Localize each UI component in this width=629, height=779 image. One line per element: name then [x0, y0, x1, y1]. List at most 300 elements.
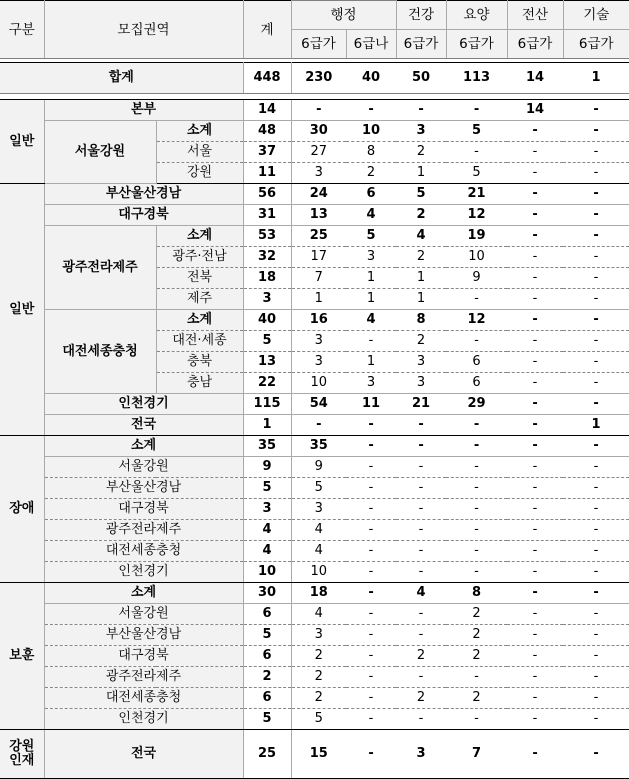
cell: -: [563, 121, 629, 142]
row-label: 전북: [156, 268, 243, 289]
cell: -: [507, 436, 563, 457]
cell: -: [507, 289, 563, 310]
cell: 2: [291, 688, 346, 709]
cell: -: [563, 499, 629, 520]
cell: -: [446, 541, 507, 562]
row-label: 대전·세종: [156, 331, 243, 352]
cell: -: [507, 331, 563, 352]
cell: -: [563, 688, 629, 709]
cell: 19: [446, 226, 507, 247]
cell: 1: [346, 352, 396, 373]
cell: -: [446, 100, 507, 121]
cell: -: [563, 373, 629, 394]
row-label: 인천경기: [44, 562, 243, 583]
cell: -: [346, 604, 396, 625]
row-label: 광주전라제주: [44, 667, 243, 688]
table-row: [0, 499, 629, 520]
cell: 3: [243, 499, 291, 520]
cell: -: [507, 625, 563, 646]
cell: -: [446, 415, 507, 436]
row-label: 서울: [156, 142, 243, 163]
row-label: 부산울산경남: [44, 478, 243, 499]
cell: 1: [396, 268, 446, 289]
cell: 4: [243, 541, 291, 562]
cell: 35: [243, 436, 291, 457]
cell: -: [563, 730, 629, 779]
table-row: [0, 562, 629, 583]
cell: 21: [446, 184, 507, 205]
row-label: 제주: [156, 289, 243, 310]
cell: 3: [396, 730, 446, 779]
row-label: 강원: [156, 163, 243, 184]
cell: -: [346, 457, 396, 478]
total-row: [0, 63, 629, 94]
cell: -: [563, 604, 629, 625]
table-row: [0, 520, 629, 541]
cell: 3: [291, 331, 346, 352]
cell: 35: [291, 436, 346, 457]
cell: 1: [243, 415, 291, 436]
row-label: 충북: [156, 352, 243, 373]
subgroup-gwangju: 광주전라제주: [44, 226, 156, 310]
header-group-yoyang: 요양: [446, 1, 507, 30]
cell: 4: [291, 541, 346, 562]
row-label: 전국: [44, 415, 243, 436]
row-label: 소계: [156, 310, 243, 331]
cell: 2: [291, 646, 346, 667]
cell: -: [346, 667, 396, 688]
cell: -: [563, 163, 629, 184]
cell: -: [507, 604, 563, 625]
table-row: [0, 457, 629, 478]
cell: -: [507, 163, 563, 184]
cell: 2: [346, 163, 396, 184]
cell: 21: [396, 394, 446, 415]
cell: 40: [243, 310, 291, 331]
cell: 2: [446, 646, 507, 667]
cell: 10: [243, 562, 291, 583]
cell: -: [563, 667, 629, 688]
cell: 27: [291, 142, 346, 163]
cell: 1: [396, 163, 446, 184]
cell: -: [446, 289, 507, 310]
cell: -: [396, 520, 446, 541]
cell: -: [507, 667, 563, 688]
cell: 4: [291, 604, 346, 625]
cell: -: [507, 709, 563, 730]
header-group-haengjeong: 행정: [291, 1, 396, 30]
table-row: [0, 625, 629, 646]
cell: -: [507, 520, 563, 541]
table-row: [0, 415, 629, 436]
cell: -: [346, 478, 396, 499]
table-row: [0, 667, 629, 688]
cell: -: [507, 730, 563, 779]
cell: 3: [346, 373, 396, 394]
cell: 30: [291, 121, 346, 142]
cell: -: [507, 142, 563, 163]
cell: -: [563, 394, 629, 415]
cell: 1: [396, 289, 446, 310]
cell: -: [507, 310, 563, 331]
cell: -: [507, 184, 563, 205]
cell: 4: [346, 310, 396, 331]
table-row: [0, 121, 629, 142]
cell: -: [563, 709, 629, 730]
cell: 14: [507, 100, 563, 121]
cell: 3: [291, 499, 346, 520]
table-row: [0, 583, 629, 604]
cell: 3: [396, 373, 446, 394]
cell: 18: [291, 583, 346, 604]
table-row: [0, 730, 629, 779]
cell: -: [563, 352, 629, 373]
table-row: [0, 226, 629, 247]
cell: -: [346, 646, 396, 667]
cell: 9: [446, 268, 507, 289]
cell: 40: [346, 63, 396, 94]
section-gangwon: 강원 인재: [0, 730, 44, 779]
cell: 3: [291, 625, 346, 646]
cell: 3: [396, 352, 446, 373]
cell: 13: [291, 205, 346, 226]
header-sub: 6급나: [346, 30, 396, 59]
cell: 54: [291, 394, 346, 415]
cell: 8: [446, 583, 507, 604]
table-row: [0, 541, 629, 562]
cell: -: [346, 415, 396, 436]
cell: 5: [446, 163, 507, 184]
cell: -: [446, 562, 507, 583]
cell: -: [396, 541, 446, 562]
row-label: 부산울산경남: [44, 625, 243, 646]
cell: 16: [291, 310, 346, 331]
cell: -: [563, 457, 629, 478]
cell: 37: [243, 142, 291, 163]
cell: -: [563, 184, 629, 205]
cell: -: [563, 562, 629, 583]
total-label: 합계: [0, 63, 243, 94]
cell: 2: [396, 142, 446, 163]
cell: -: [446, 436, 507, 457]
cell: 8: [396, 310, 446, 331]
cell: 2: [446, 688, 507, 709]
cell: 6: [446, 373, 507, 394]
cell: -: [563, 646, 629, 667]
cell: 7: [291, 268, 346, 289]
cell: 50: [396, 63, 446, 94]
cell: 30: [243, 583, 291, 604]
cell: -: [563, 226, 629, 247]
cell: -: [563, 520, 629, 541]
cell: 6: [446, 352, 507, 373]
row-label: 소계: [44, 436, 243, 457]
cell: 1: [346, 268, 396, 289]
cell: -: [507, 121, 563, 142]
cell: 2: [396, 205, 446, 226]
header-sub: 6급가: [396, 30, 446, 59]
cell: 5: [446, 121, 507, 142]
cell: -: [563, 100, 629, 121]
cell: 13: [243, 352, 291, 373]
cell: -: [396, 499, 446, 520]
cell: 18: [243, 268, 291, 289]
section-bohun: 보훈: [0, 583, 44, 730]
table-row: [0, 100, 629, 121]
cell: -: [507, 583, 563, 604]
row-label: 대구경북: [44, 205, 243, 226]
cell: 2: [396, 247, 446, 268]
cell: 4: [396, 583, 446, 604]
row-label: 인천경기: [44, 709, 243, 730]
cell: -: [507, 415, 563, 436]
cell: 48: [243, 121, 291, 142]
cell: -: [346, 520, 396, 541]
header-sub: 6급가: [507, 30, 563, 59]
cell: -: [507, 457, 563, 478]
cell: -: [563, 247, 629, 268]
cell: -: [346, 541, 396, 562]
table-row: [0, 646, 629, 667]
cell: 6: [346, 184, 396, 205]
cell: 3: [396, 121, 446, 142]
section-ilban2: 일반: [0, 184, 44, 436]
cell: 14: [507, 63, 563, 94]
cell: 25: [291, 226, 346, 247]
cell: -: [346, 583, 396, 604]
cell: -: [396, 415, 446, 436]
cell: 5: [243, 478, 291, 499]
cell: -: [346, 730, 396, 779]
row-label: 광주전라제주: [44, 520, 243, 541]
header-total: 계: [243, 1, 291, 59]
cell: -: [396, 562, 446, 583]
table-row: [0, 205, 629, 226]
cell: 9: [291, 457, 346, 478]
cell: 230: [291, 63, 346, 94]
cell: 5: [243, 331, 291, 352]
table-row: [0, 184, 629, 205]
cell: -: [446, 667, 507, 688]
cell: 12: [446, 205, 507, 226]
table-row: [0, 688, 629, 709]
cell: -: [507, 499, 563, 520]
cell: 5: [291, 709, 346, 730]
cell: -: [563, 310, 629, 331]
row-label: 대구경북: [44, 646, 243, 667]
row-label: 본부: [44, 100, 243, 121]
cell: -: [507, 352, 563, 373]
cell: -: [507, 541, 563, 562]
cell: -: [507, 562, 563, 583]
cell: -: [396, 625, 446, 646]
cell: -: [563, 583, 629, 604]
cell: 5: [243, 709, 291, 730]
cell: 5: [243, 625, 291, 646]
cell: 24: [291, 184, 346, 205]
cell: 8: [346, 142, 396, 163]
cell: 32: [243, 247, 291, 268]
cell: 3: [291, 163, 346, 184]
cell: 2: [396, 688, 446, 709]
cell: 11: [243, 163, 291, 184]
cell: 12: [446, 310, 507, 331]
section-jangae: 장애: [0, 436, 44, 583]
header-group-gisul: 기술: [563, 1, 629, 30]
cell: -: [507, 373, 563, 394]
row-label: 광주·전남: [156, 247, 243, 268]
cell: -: [507, 247, 563, 268]
header-region: 모집권역: [44, 1, 243, 59]
cell: -: [346, 688, 396, 709]
cell: 2: [446, 625, 507, 646]
row-label: 소계: [44, 583, 243, 604]
cell: -: [346, 562, 396, 583]
cell: 10: [291, 562, 346, 583]
cell: 14: [243, 100, 291, 121]
cell: -: [563, 205, 629, 226]
cell: -: [396, 436, 446, 457]
row-label: 서울강원: [44, 604, 243, 625]
cell: -: [396, 100, 446, 121]
row-label: 부산울산경남: [44, 184, 243, 205]
cell: -: [563, 478, 629, 499]
cell: -: [446, 457, 507, 478]
table-row: [0, 310, 629, 331]
cell: -: [446, 478, 507, 499]
cell: -: [563, 142, 629, 163]
cell: -: [563, 436, 629, 457]
cell: -: [563, 289, 629, 310]
row-label: 대구경북: [44, 499, 243, 520]
cell: 7: [446, 730, 507, 779]
cell: 4: [243, 520, 291, 541]
cell: -: [446, 499, 507, 520]
cell: 1: [563, 63, 629, 94]
table-row: [0, 709, 629, 730]
cell: -: [346, 499, 396, 520]
cell: -: [346, 625, 396, 646]
cell: 2: [291, 667, 346, 688]
cell: 6: [243, 604, 291, 625]
cell: 17: [291, 247, 346, 268]
table-row: [0, 604, 629, 625]
cell: 3: [291, 352, 346, 373]
cell: -: [446, 142, 507, 163]
cell: 113: [446, 63, 507, 94]
cell: -: [507, 268, 563, 289]
cell: 6: [243, 688, 291, 709]
cell: 1: [346, 289, 396, 310]
table-row: [0, 478, 629, 499]
table-row: [0, 394, 629, 415]
header-sub: 6급가: [563, 30, 629, 59]
cell: 9: [243, 457, 291, 478]
row-label: 소계: [156, 121, 243, 142]
cell: -: [507, 394, 563, 415]
cell: 22: [243, 373, 291, 394]
cell: -: [346, 436, 396, 457]
cell: -: [507, 646, 563, 667]
cell: 10: [291, 373, 346, 394]
cell: 4: [346, 205, 396, 226]
row-label: 소계: [156, 226, 243, 247]
cell: -: [446, 520, 507, 541]
cell: -: [563, 268, 629, 289]
subgroup-seoul: 서울강원: [44, 121, 156, 184]
row-label: 충남: [156, 373, 243, 394]
cell: -: [563, 541, 629, 562]
cell: 1: [291, 289, 346, 310]
section-ilban1: 일반: [0, 100, 44, 184]
cell: 448: [243, 63, 291, 94]
cell: 115: [243, 394, 291, 415]
header-gubun: 구분: [0, 1, 44, 59]
cell: -: [396, 604, 446, 625]
row-label: 서울강원: [44, 457, 243, 478]
row-label: 대전세종충청: [44, 541, 243, 562]
cell: -: [507, 688, 563, 709]
cell: 56: [243, 184, 291, 205]
cell: -: [396, 478, 446, 499]
row-label: 대전세종충청: [44, 688, 243, 709]
cell: 10: [446, 247, 507, 268]
cell: -: [507, 226, 563, 247]
cell: -: [507, 478, 563, 499]
cell: 2: [243, 667, 291, 688]
table-row: [0, 436, 629, 457]
cell: 11: [346, 394, 396, 415]
cell: 29: [446, 394, 507, 415]
cell: 5: [396, 184, 446, 205]
header-group-geongang: 건강: [396, 1, 446, 30]
cell: 5: [346, 226, 396, 247]
cell: 4: [291, 520, 346, 541]
header-sub: 6급가: [446, 30, 507, 59]
cell: 1: [563, 415, 629, 436]
cell: 25: [243, 730, 291, 779]
header-group-jeonsan: 전산: [507, 1, 563, 30]
cell: 6: [243, 646, 291, 667]
cell: -: [446, 331, 507, 352]
cell: -: [563, 331, 629, 352]
cell: 10: [346, 121, 396, 142]
cell: -: [346, 100, 396, 121]
cell: 3: [243, 289, 291, 310]
cell: -: [291, 100, 346, 121]
cell: 2: [396, 331, 446, 352]
cell: 2: [446, 604, 507, 625]
cell: 3: [346, 247, 396, 268]
cell: -: [446, 709, 507, 730]
row-label: 인천경기: [44, 394, 243, 415]
cell: -: [396, 457, 446, 478]
header-row-1: [0, 1, 629, 30]
cell: 2: [396, 646, 446, 667]
cell: 15: [291, 730, 346, 779]
cell: 53: [243, 226, 291, 247]
cell: -: [346, 331, 396, 352]
cell: -: [563, 625, 629, 646]
cell: -: [396, 667, 446, 688]
cell: -: [396, 709, 446, 730]
cell: 31: [243, 205, 291, 226]
cell: 4: [396, 226, 446, 247]
cell: -: [507, 205, 563, 226]
header-sub: 6급가: [291, 30, 346, 59]
cell: -: [346, 709, 396, 730]
cell: 5: [291, 478, 346, 499]
